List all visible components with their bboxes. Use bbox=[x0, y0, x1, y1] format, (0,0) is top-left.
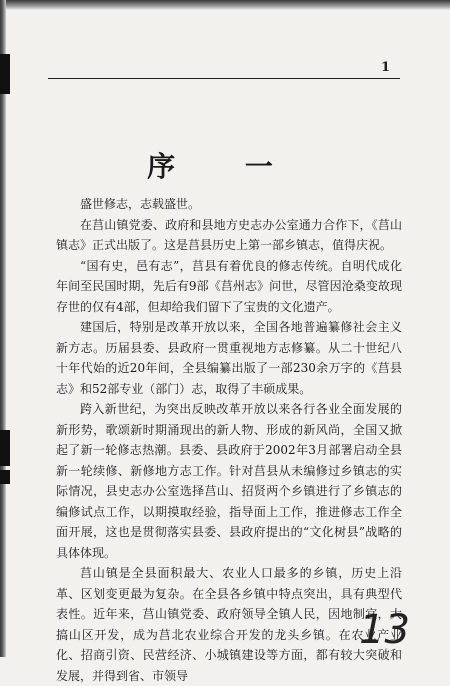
header-rule bbox=[48, 78, 400, 79]
handwritten-page-note: 13 bbox=[359, 607, 410, 653]
scan-shadow-top bbox=[0, 0, 450, 10]
body-text bbox=[56, 194, 402, 686]
paragraph: 莒山镇是全县面积最大、农业人口最多的乡镇，历史上沿革、区划变更最为复杂。在全县各乡镇中特点突出，具有典型代表性。近年来，莒山镇党委、政府领导全镇人民，因地制宜，大搞山区开发，成为莒北农业综合开发的龙头乡镇。在农业产业化、招商引资、民营经济、小城镇建设等方面，都有较大突破和发展，并得到省、市领导 bbox=[56, 566, 402, 683]
scan-binding-mark bbox=[0, 470, 10, 484]
paragraph: 盛世修志，志载盛世。 bbox=[80, 197, 201, 211]
chapter-title: 序 一 bbox=[147, 150, 303, 183]
paragraph: “国有史，邑有志”，莒县有着优良的修志传统。自明代成化年间至民国时期，先后有9部《莒州志》问世，尽管因沧桑变故现存世的仅有4部，但却给我们留下了宝贵的文化遗产。 bbox=[56, 258, 402, 314]
scan-binding-mark bbox=[0, 54, 10, 94]
paragraph: 在莒山镇党委、政府和县地方史志办公室通力合作下，《莒山镇志》正式出版了。这是莒县历史上第一部乡镇志，值得庆祝。 bbox=[56, 217, 402, 252]
paragraph: 跨入新世纪，为突出反映改革开放以来各行各业全面发展的新形势，歌颂新时期涌现出的新人物、形成的新风尚，全国又掀起了新一轮修志热潮。县委、县政府于2002年3月部署启动全县新一轮续修、新修地方志工作。针对莒县从未编修过乡镇志的实际情况，县史志办公室选择莒山、招贤两个乡镇进行了乡镇志的编修试点工作，以期摸取经验，指导面上工作，推进修志工作全面开展，这也是贯彻落实县委、县政府提出的“文化树县”战略的具体体现。 bbox=[56, 402, 402, 560]
paragraph: 建国后，特别是改革开放以来，全国各地普遍纂修社会主义新方志。历届县委、县政府一贯重视地方志修纂。从二十世纪八十年代始的近20年间，全县编纂出版了一部230余万字的《莒县志》和52部专业（部门）志，取得了丰硕成果。 bbox=[56, 320, 402, 396]
scan-shadow-left bbox=[0, 0, 6, 657]
scan-binding-mark bbox=[0, 430, 10, 466]
page-number: 1 bbox=[380, 60, 390, 75]
